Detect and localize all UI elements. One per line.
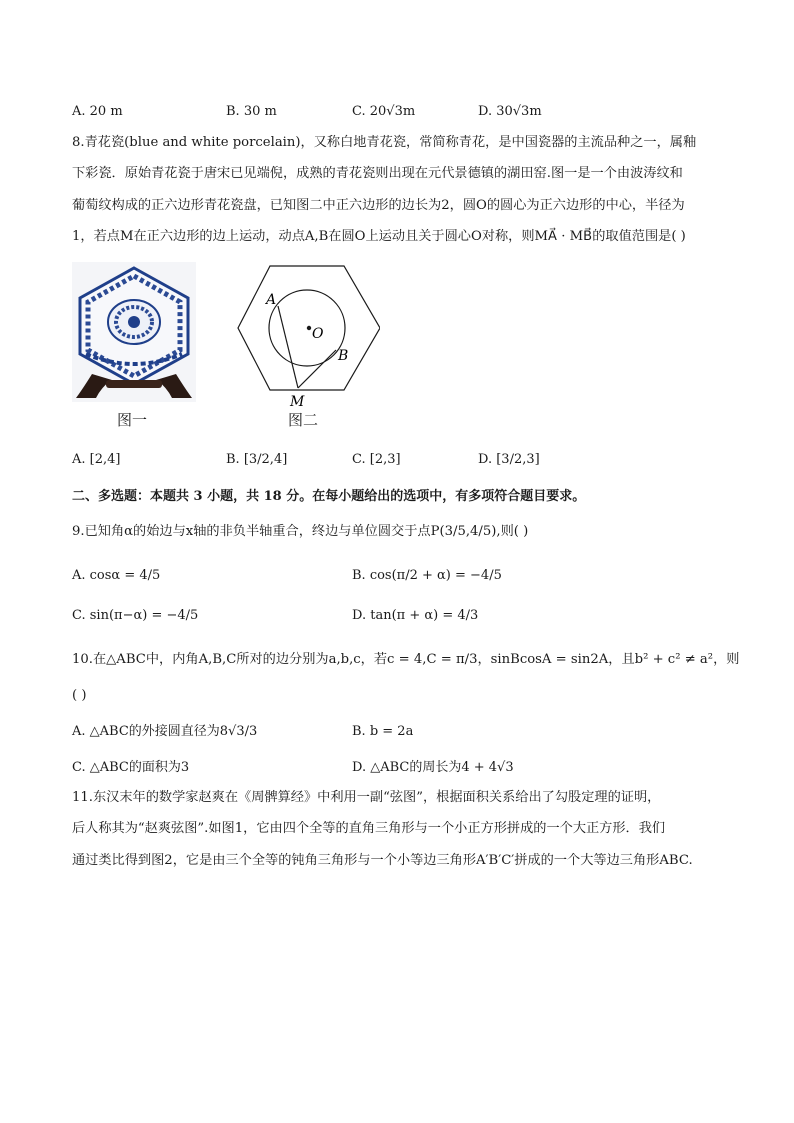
q7-option-d[interactable]: D. 30√3m: [478, 104, 542, 119]
q10-option-c[interactable]: C. △ABC的面积为3: [72, 760, 190, 775]
q8-option-d[interactable]: D. [3/2,3]: [478, 452, 540, 467]
segment-mb: [298, 350, 336, 388]
q7-option-c[interactable]: C. 20√3m: [352, 104, 416, 119]
q8-option-c[interactable]: C. [2,3]: [352, 452, 401, 467]
q9-option-c[interactable]: C. sin(π−α) = −4/5: [72, 608, 199, 623]
q11-line-2: 后人称其为“赵爽弦图”.如图1，它由四个全等的直角三角形与一个小正方形拼成的一个大正方形．我们: [72, 821, 666, 836]
q10-stem: 10.在△ABC中，内角A,B,C所对的边分别为a,b,c，若c = 4,C = π/3，sinBcosA = sin2A，且b² + c² ≠ a²，则: [72, 652, 740, 667]
q8-line-2: 下彩瓷．原始青花瓷于唐宋已见端倪，成熟的青花瓷则出现在元代景德镇的湖田窑.图一是一个由波涛纹和: [72, 166, 683, 181]
q8-line-3: 葡萄纹构成的正六边形青花瓷盘，已知图二中正六边形的边长为2，圆O的圆心为正六边形的中心，半径为: [72, 198, 685, 213]
label-m: M: [290, 394, 305, 408]
center-point: [307, 326, 311, 330]
q9-option-d[interactable]: D. tan(π + α) = 4/3: [352, 608, 479, 623]
hexagon-circle-diagram: [234, 262, 380, 408]
label-b: B: [338, 348, 349, 364]
figure-1-caption: 图一: [117, 411, 148, 429]
q7-option-a[interactable]: A. 20 m: [72, 104, 123, 119]
q8-line-1: 8.青花瓷(blue and white porcelain)，又称白地青花瓷，常简称青花，是中国瓷器的主流品种之一，属釉: [72, 135, 697, 150]
q7-option-b[interactable]: B. 30 m: [226, 104, 277, 119]
q8-option-b[interactable]: B. [3/2,4]: [226, 452, 288, 467]
figure-2-caption: 图二: [288, 411, 319, 429]
q10-option-b[interactable]: B. b = 2a: [352, 724, 414, 739]
q10-option-a[interactable]: A. △ABC的外接圆直径为8√3/3: [72, 724, 258, 739]
q9-option-a[interactable]: A. cosα = 4/5: [72, 568, 161, 583]
section-2-heading: 二、多选题：本题共 3 小题，共 18 分。在每小题给出的选项中，有多项符合题目要求。: [72, 489, 586, 504]
q10-stem-continued: ( ): [72, 688, 87, 703]
q9-option-b[interactable]: B. cos(π/2 + α) = −4/5: [352, 568, 502, 583]
q9-stem: 9.已知角α的始边与x轴的非负半轴重合，终边与单位圆交于点P(3/5,4/5),则( ): [72, 524, 529, 539]
q10-option-d[interactable]: D. △ABC的周长为4 + 4√3: [352, 760, 514, 775]
q11-line-1: 11.东汉末年的数学家赵爽在《周髀算经》中利用一副“弦图”，根据面积关系给出了勾股定理的证明，: [72, 790, 661, 805]
q8-line-4: 1，若点M在正六边形的边上运动，动点A,B在圆O上运动且关于圆心O对称，则MA⃗ · MB⃗的取值范围是( ): [72, 229, 686, 244]
segment-ma: [278, 306, 298, 388]
q8-option-a[interactable]: A. [2,4]: [72, 452, 121, 467]
label-o: O: [312, 326, 324, 342]
q11-line-3: 通过类比得到图2，它是由三个全等的钝角三角形与一个小等边三角形A′B′C′拼成的一个大等边三角形ABC.: [72, 853, 693, 868]
porcelain-plate-photo: [72, 262, 196, 402]
label-a: A: [266, 292, 277, 308]
